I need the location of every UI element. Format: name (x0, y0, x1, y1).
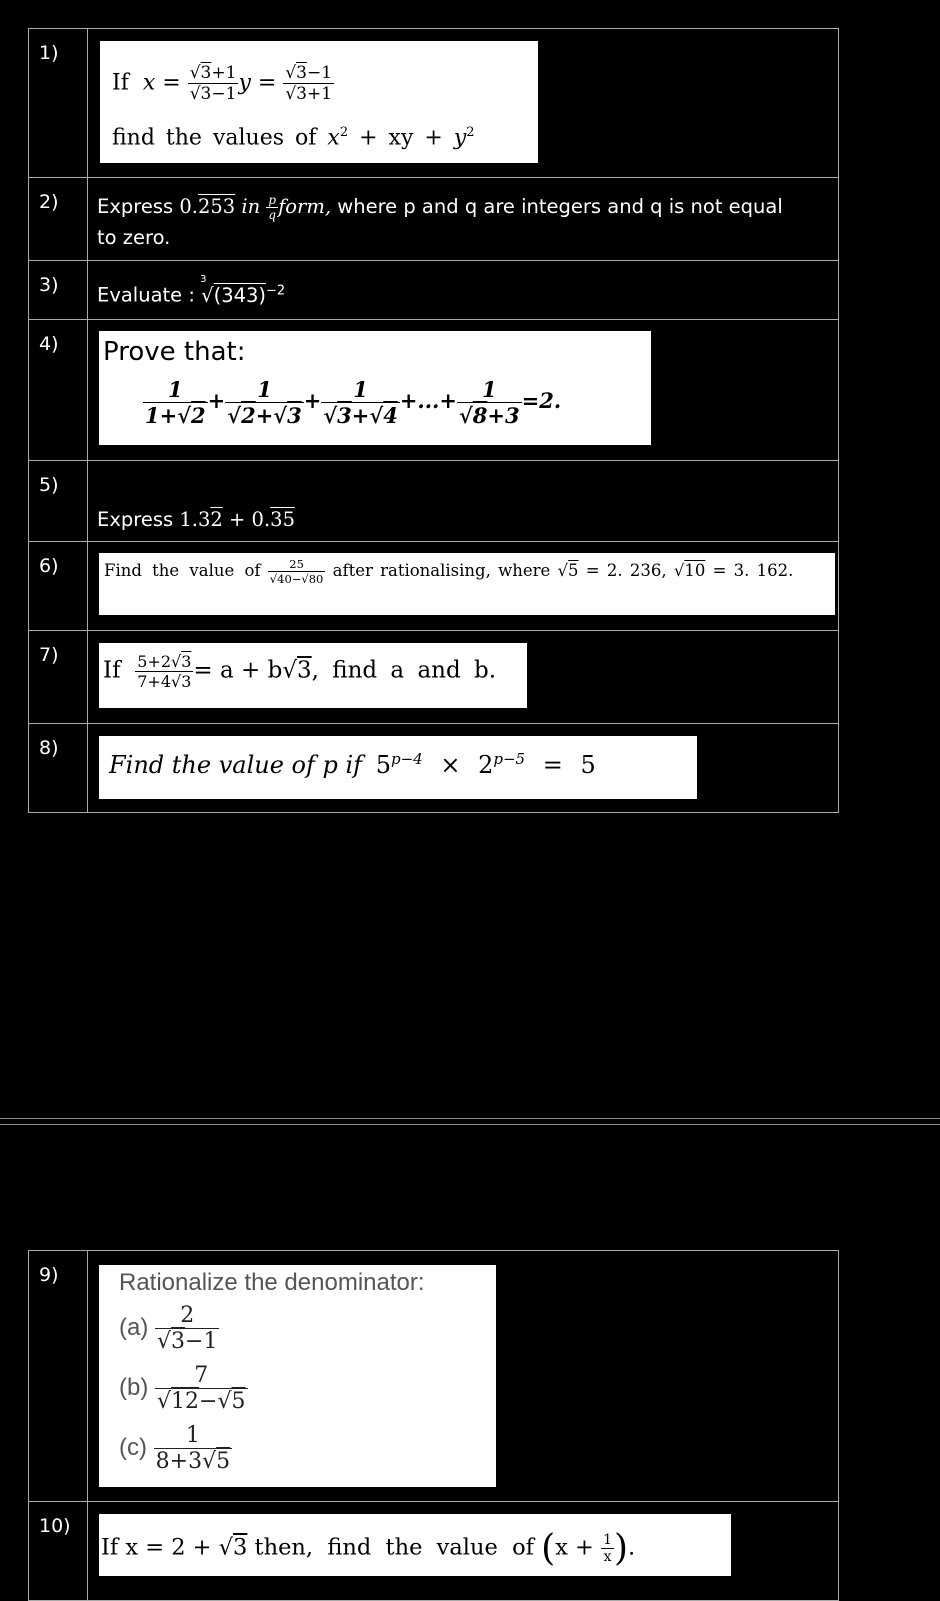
question-number: 9) (39, 1264, 59, 1286)
term: 8+3 (155, 1449, 203, 1474)
prove-title: Prove that: (103, 337, 246, 367)
question-number-cell (29, 261, 88, 319)
text: where p and q are integers and q is not equal (337, 195, 783, 218)
question-row-1 (29, 29, 839, 178)
term: 5+2 (137, 652, 171, 671)
period: . (628, 1534, 636, 1561)
question-row-9 (29, 1251, 839, 1502)
radicand: 2 (241, 403, 256, 428)
term: −1 (185, 1329, 218, 1354)
question-body (88, 178, 838, 260)
part-label: (a) (119, 1313, 149, 1341)
question-number: 7) (39, 644, 59, 666)
questions-table-2 (28, 1250, 839, 1601)
question-image-box (99, 553, 835, 615)
fraction-a: $\frac{2}{√3-1}$ (157, 1303, 218, 1354)
question-row-8 (29, 724, 839, 813)
radicand: 8 (472, 403, 488, 428)
repeating-digits: 253 (197, 195, 236, 218)
fraction-y: $\frac{√3-1}{√3+1}$ (285, 63, 333, 104)
question-number: 2) (39, 191, 59, 213)
series-equation: $\frac{1}{1+√2}$ + $\frac{1}{√2+√3}$ + $\frac{1}{√3+√4}$ +...+ $\frac{1}{√8+3}$ =2. (145, 377, 562, 428)
question-number: 3) (39, 274, 59, 296)
radicand: 5 (568, 561, 579, 580)
radicand: 3 (171, 1329, 186, 1354)
term-3: $\frac{1}{√3+√4}$ (323, 377, 398, 428)
rationalize-title: Rationalize the denominator: (119, 1269, 425, 1296)
text: Evaluate : (97, 283, 195, 307)
term-last: $\frac{1}{√8+3}$ (458, 377, 520, 428)
denominator: q (268, 208, 277, 222)
if-word: If (112, 70, 129, 96)
term: x + (555, 1534, 594, 1561)
fraction (601, 1532, 614, 1565)
term: 7+4 (137, 672, 171, 691)
part-label: (c) (119, 1433, 147, 1461)
question-number-cell (29, 1502, 88, 1600)
text: then, find the value of (254, 1534, 534, 1561)
text: in (241, 195, 261, 218)
question-body (88, 461, 838, 541)
question-text: Find the value of $\frac{25}{√40-√80}$ after rationalising, where √5 = 2. 236, √10 = 3. 162. (104, 557, 794, 586)
value: = 2. 236, (585, 561, 667, 580)
radicand: 2 (191, 403, 206, 428)
value: = 3. 162. (712, 561, 794, 580)
question-text-line-2: to zero. (97, 226, 171, 249)
numerator: 1 (185, 1423, 200, 1448)
question-row-7 (29, 631, 839, 724)
question-number-cell (29, 29, 88, 177)
fraction-x: $\frac{√3+1}{√3-1}$ (189, 63, 237, 104)
question-number-cell (29, 542, 88, 630)
ellipsis: +...+ (399, 388, 457, 413)
question-number: 4) (39, 333, 59, 355)
find-text: find the values of (112, 125, 317, 151)
question-number: 8) (39, 737, 59, 759)
fraction: $\frac{5+2√3}{7+4√3}$ (137, 652, 192, 691)
numerator: 1 (168, 377, 183, 402)
question-image-box (100, 41, 538, 163)
question-text: Evaluate : 3 $√(343)^{-2}$ (97, 273, 286, 307)
exponent: 2 (339, 125, 349, 140)
question-row-5 (29, 461, 839, 542)
radicand: 4 (383, 403, 398, 428)
part-b (119, 1363, 248, 1414)
result: =2 (521, 388, 554, 413)
term: +1 (306, 84, 333, 104)
value: 5 (580, 751, 596, 779)
question-number-cell (29, 631, 88, 723)
fraction: $\frac{25}{√40-√80}$ (269, 557, 324, 586)
exponent: p−5 (493, 750, 526, 768)
text: Find the value of p if (109, 751, 363, 779)
question-number-cell (29, 1251, 88, 1501)
numerator: p (268, 193, 277, 207)
text: Find the value of (104, 561, 261, 580)
equals-sign: = (162, 70, 181, 96)
question-row-6 (29, 542, 839, 631)
radicand: 80 (308, 572, 324, 586)
question-body (88, 1251, 838, 1501)
repeating-digits: 35 (270, 508, 295, 531)
numerator: 1 (257, 377, 272, 402)
text: If x = 2 + (101, 1534, 212, 1561)
denominator: x (601, 1548, 614, 1565)
question-number: 5) (39, 474, 59, 496)
term-xy: xy (388, 125, 414, 151)
radicand: 3 (287, 403, 302, 428)
question-image-box (99, 1265, 496, 1487)
term: 1+ (145, 403, 178, 428)
var-x: x (142, 70, 156, 96)
question-text-line-1 (97, 193, 783, 222)
text: Express (97, 508, 174, 531)
p-over-q (266, 193, 278, 222)
question-image-box (99, 643, 527, 708)
text: , find a and b. (311, 657, 497, 684)
plus-sign: + (359, 125, 378, 151)
question-number-cell (29, 461, 88, 541)
radicand: 3 (296, 84, 307, 104)
page-separator-top (0, 1118, 940, 1119)
question-number: 1) (39, 42, 59, 64)
root-index: 3 (200, 273, 207, 285)
term: −1 (211, 84, 237, 104)
exponent: 2 (466, 125, 475, 140)
part-c (119, 1423, 232, 1474)
question-body (88, 261, 838, 319)
decimal-value: 1.3 (179, 508, 211, 531)
repeating-digits: 2 (210, 508, 223, 531)
question-body (88, 631, 838, 723)
question-body (88, 1502, 838, 1600)
question-image-box (99, 736, 697, 799)
text: If (103, 657, 121, 684)
radicand: 3 (181, 672, 192, 691)
base: 2 (478, 751, 494, 779)
term: −1 (306, 63, 333, 83)
decimal-value: 0. (251, 508, 271, 531)
base: 5 (375, 751, 391, 779)
var-x: x (327, 125, 340, 151)
radicand: 12 (171, 1389, 200, 1414)
equals-sign: = (542, 751, 563, 779)
question-body (88, 542, 838, 630)
question-row-4 (29, 320, 839, 461)
numerator: 1 (353, 377, 368, 402)
times-sign: × (440, 751, 461, 779)
radicand: 40 (277, 572, 292, 586)
plus-sign: + (229, 508, 246, 531)
find-line (112, 125, 475, 150)
question-number-cell (29, 178, 88, 260)
radicand: (343) (213, 283, 267, 307)
radicand: 10 (684, 561, 706, 580)
question-body (88, 29, 838, 177)
exponent: −2 (266, 283, 286, 298)
term-2: $\frac{1}{√2+√3}$ (227, 377, 302, 428)
question-row-3 (29, 261, 839, 320)
part-label: (b) (119, 1373, 149, 1401)
radicand: 3 (181, 652, 192, 671)
radicand: 3 (200, 84, 212, 104)
plus-sign: + (424, 125, 443, 151)
period: . (553, 388, 562, 413)
var-y: y (453, 125, 467, 151)
decimal-value: 0. (179, 195, 198, 218)
var-y: y (238, 70, 251, 96)
question-body (88, 320, 838, 460)
questions-table-1 (28, 28, 839, 813)
question-text (97, 508, 295, 531)
text: = a + b (193, 657, 283, 684)
question-body (88, 724, 838, 812)
question-row-2 (29, 178, 839, 261)
question-image-box (99, 331, 651, 445)
fraction-c: $\frac{1}{8+3√5}$ (155, 1423, 231, 1474)
radicand: 5 (216, 1449, 231, 1474)
numerator: 2 (180, 1303, 195, 1328)
question-number-cell (29, 320, 88, 460)
text: Express (97, 195, 174, 218)
page-separator-bottom (0, 1124, 940, 1125)
numerator: 1 (481, 377, 497, 402)
question-text: If $\frac{5+2√3}{7+4√3}$ = a + b√3, find a and b. (103, 652, 497, 691)
question-number: 6) (39, 555, 59, 577)
text: after rationalising, where (332, 561, 551, 580)
equation-line (112, 63, 334, 104)
term: +3 (487, 403, 520, 428)
numerator: 1 (603, 1532, 612, 1548)
question-number-cell (29, 724, 88, 812)
question-image-box (99, 1514, 731, 1576)
radicand: 3 (296, 63, 307, 83)
question-row-10 (29, 1502, 839, 1601)
radicand: 3 (296, 657, 312, 684)
radicand: 3 (200, 63, 212, 83)
question-text: If x = 2 + √3 then, find the value of (x + $\frac{1}{x}$ ). (101, 1528, 636, 1569)
numerator: 25 (289, 557, 304, 571)
radicand: 3 (233, 1534, 248, 1561)
fraction-b: $\frac{7}{√12-√5}$ (157, 1363, 246, 1414)
part-a (119, 1303, 219, 1354)
term-1: $\frac{1}{1+√2}$ (145, 377, 206, 428)
exponent: p−4 (390, 750, 423, 768)
term: +1 (211, 63, 237, 83)
text: form, (278, 195, 332, 218)
numerator: 7 (194, 1363, 209, 1388)
equals-sign: = (257, 70, 277, 96)
radicand: 5 (231, 1389, 246, 1414)
minus-sign: − (199, 1389, 218, 1414)
question-number: 10) (39, 1515, 71, 1537)
radicand: 3 (337, 403, 352, 428)
question-text (109, 750, 596, 779)
